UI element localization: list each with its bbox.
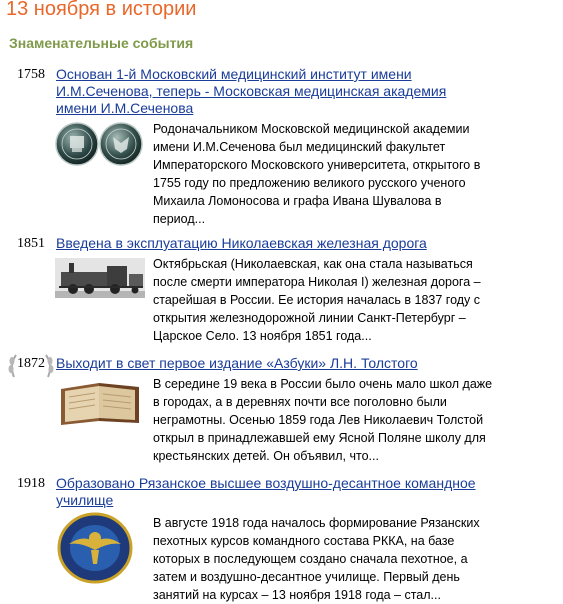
event-title-link[interactable]: Основан 1-й Московский медицинский институт имени И.М.Сеченова, теперь - Московская медицинская академия имени И.М.Сеченова [56,66,447,116]
section-title: Знаменательные события [9,35,194,51]
event-year: 1758 [17,67,45,82]
page-title: 13 ноября в истории [6,0,197,20]
event-title-link[interactable]: Образовано Рязанское высшее воздушно-десантное командное училище [56,475,476,508]
event-description: Октябрьская (Николаевская, как она стала называться после смерти императора Николая I) железная дорога – старейшая в России. Ее история началась в 1837 году с открытия железнодорожной линии Санкт-Петербург – Царское Село. 13 ноября 1851 года... [153,257,481,343]
commemorative-coins-icon[interactable] [55,121,145,167]
event-title-link[interactable]: Выходит в свет первое издание «Азбуки» Л.Н. Толстого [56,355,418,371]
open-book-icon[interactable] [55,377,145,427]
event-title-link[interactable]: Введена в эксплуатацию Николаевская железная дорога [56,235,427,251]
event-year: 1851 [17,236,45,251]
airborne-institute-emblem-icon[interactable] [55,512,145,584]
event-item-1758 [0,66,563,226]
event-year: 1918 [17,476,45,491]
steam-locomotive-icon[interactable] [55,258,145,298]
event-item-1851 [0,235,563,345]
event-description: Родоначальником Московской медицинской академии имени И.М.Сеченова был медицинский факультет Императорского Московского университета, открытого в 1755 году по предложению великого русского ученого Михаила Ломоносова и графа Ивана Шувалова в период... [153,122,481,226]
event-item-1918 [0,475,563,602]
event-year: 1872 [17,356,45,371]
event-item-1872 [0,355,563,465]
event-description: В середине 19 века в России было очень мало школ даже в городах, а в деревнях почти все поголовно были неграмотны. Осенью 1859 года Лев Николаевич Толстой открыл в принадлежавшей ему Ясной Поляне школу для крестьянских детей. Он объявил, что... [153,377,493,463]
event-description: В августе 1918 года началось формирование Рязанских пехотных курсов командного состава РККА, на базе которых в последующем создано сначала пехотное, а затем и воздушно-десантное училище. Первый день занятий на курсах – 13 ноября 1918 года – стал... [153,516,480,602]
